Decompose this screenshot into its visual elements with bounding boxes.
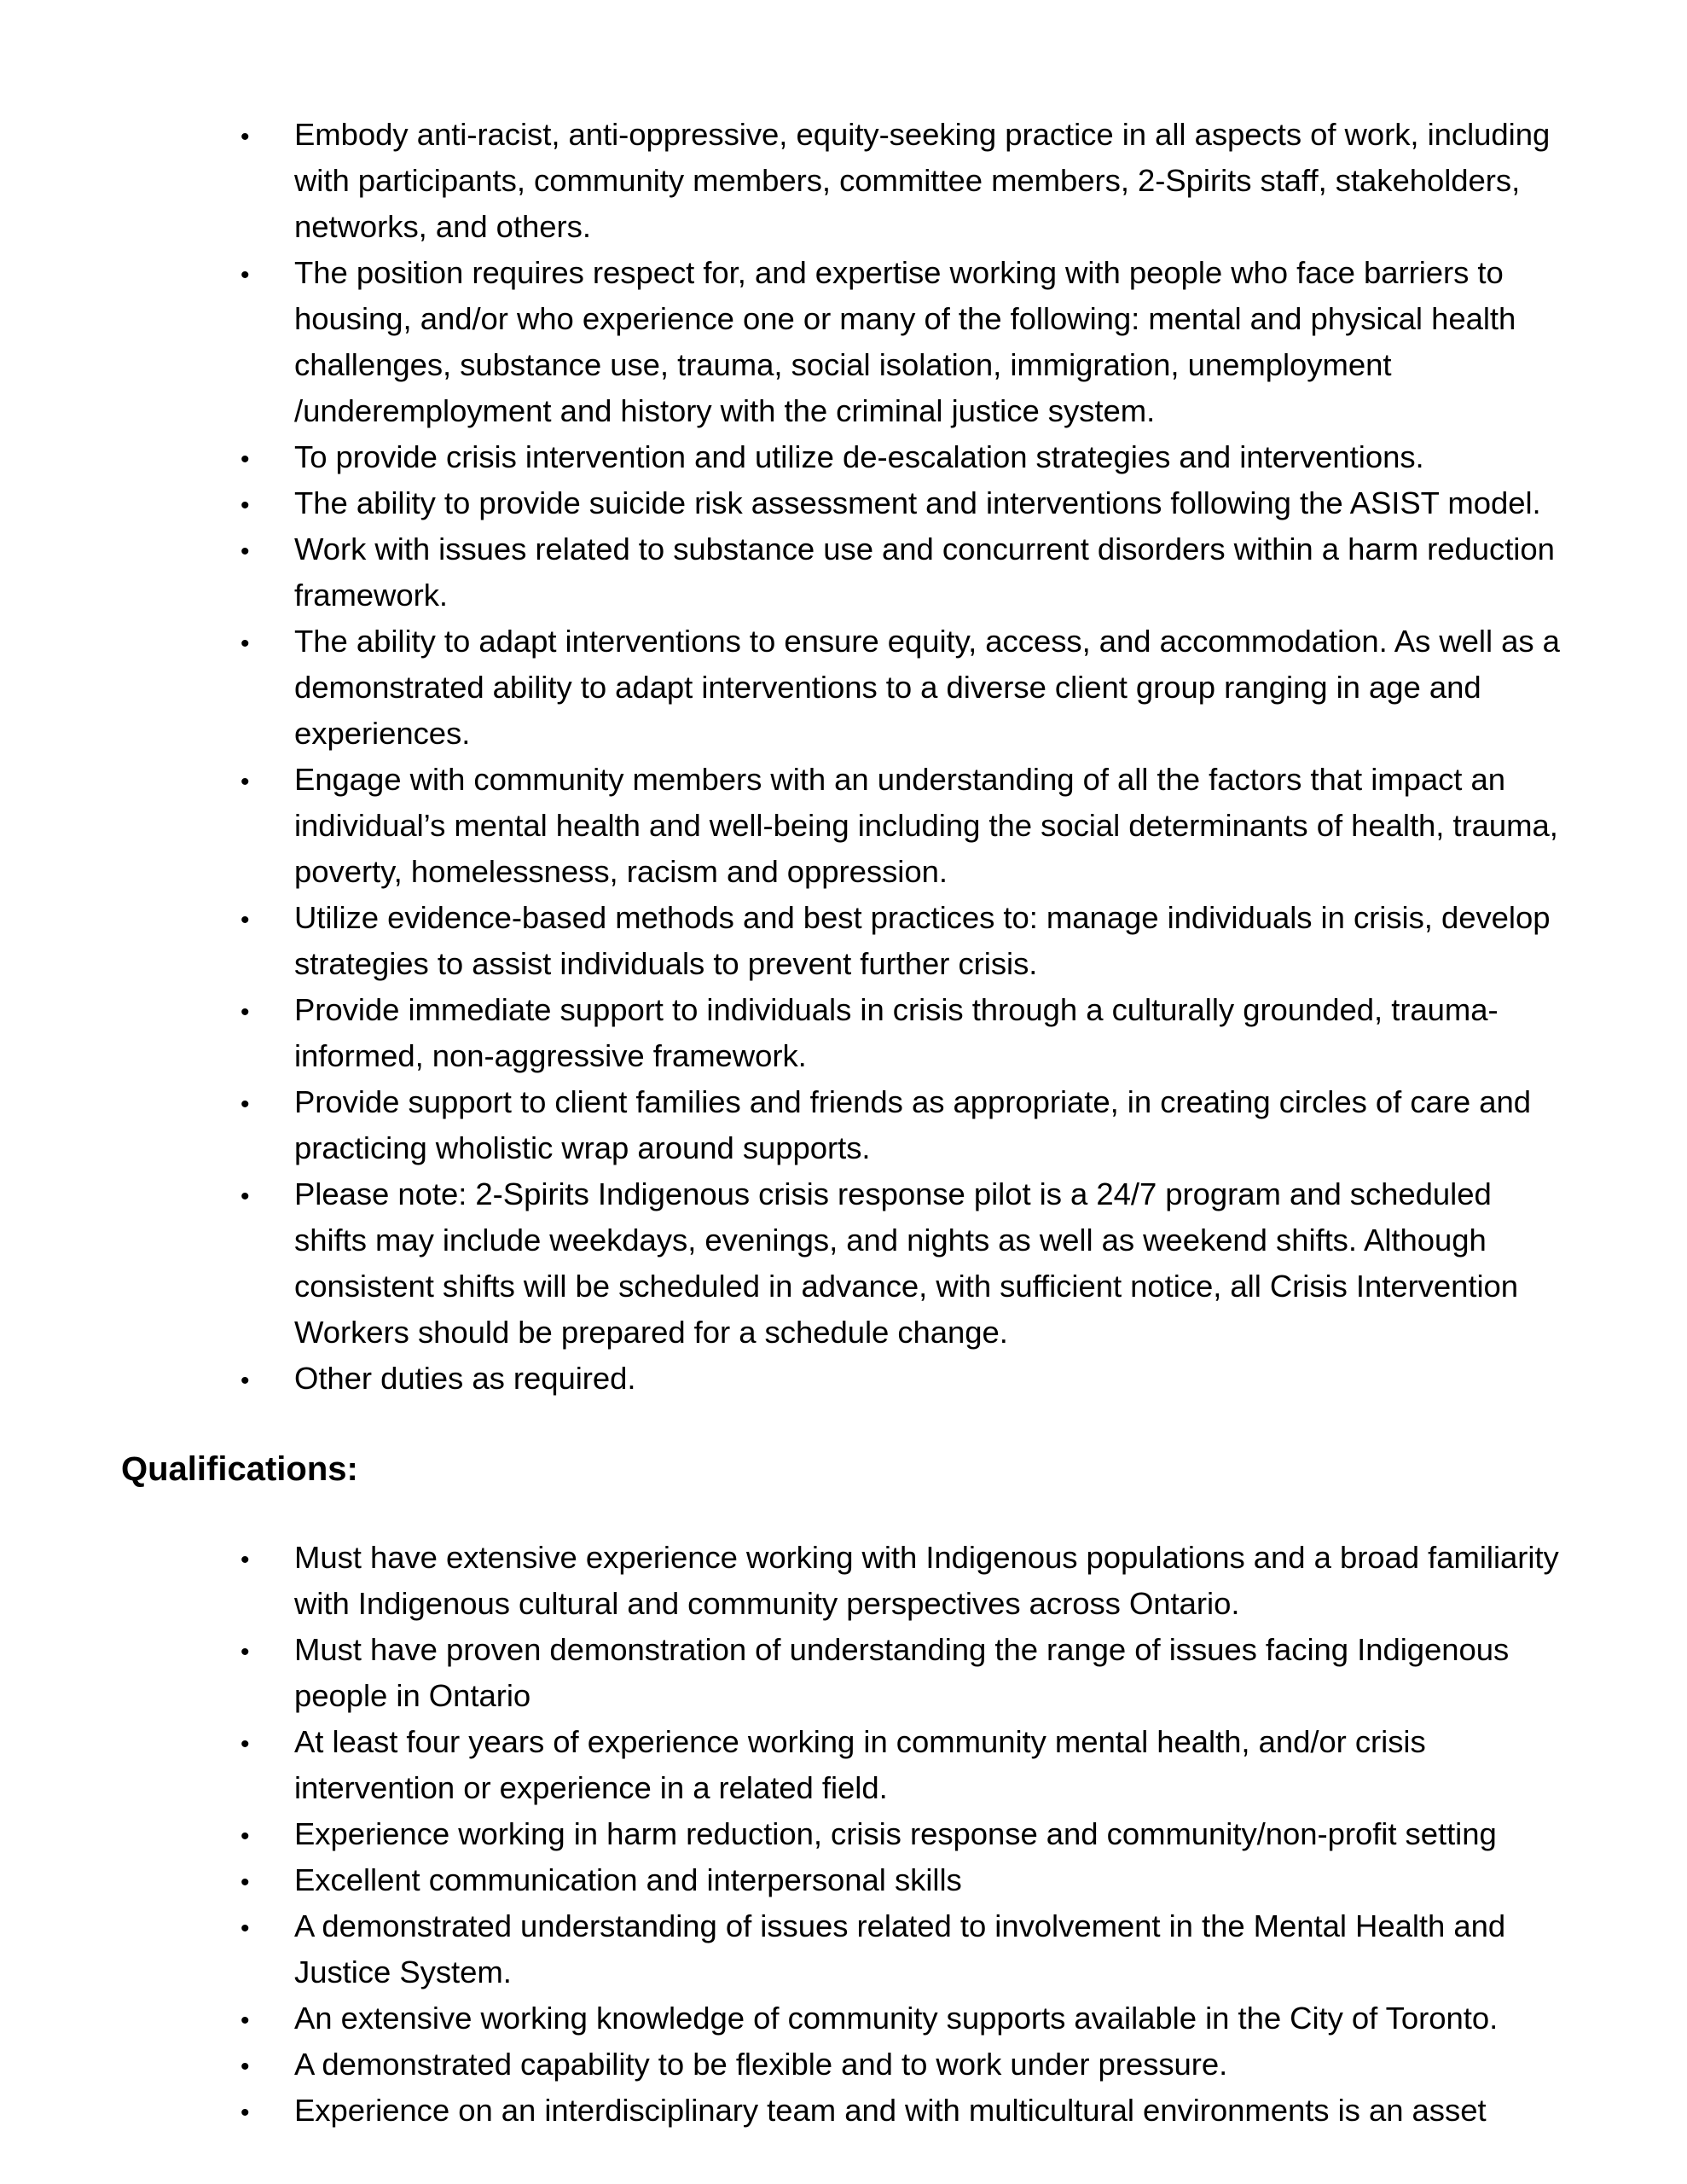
- bullet-point-icon: [241, 1171, 261, 1220]
- responsibility-text: Provide support to client families and friends as appropriate, in creating circles of care and practicing wholistic wrap around supports.: [294, 1084, 1531, 1165]
- bullet-point-icon: [241, 526, 261, 575]
- top-margin-spacer: [0, 0, 1687, 112]
- heading-spacer-below: [0, 1492, 1687, 1535]
- bullet-point-icon: [241, 1811, 261, 1860]
- bullet-point-icon: [241, 895, 261, 944]
- bullet-point-icon: [241, 757, 261, 805]
- responsibility-text: Utilize evidence-based methods and best practices to: manage individuals in crisis, develop strategies to assist individuals to prevent further crisis.: [294, 900, 1551, 981]
- bullet-point-icon: [241, 2088, 261, 2136]
- bullet-point-icon: [241, 987, 261, 1036]
- responsibility-item: [136, 1171, 1569, 1356]
- responsibility-text: The ability to provide suicide risk assessment and interventions following the ASIST model.: [294, 485, 1541, 520]
- responsibility-item: [136, 1356, 1569, 1402]
- bullet-point-icon: [241, 112, 261, 160]
- bullet-point-icon: [241, 434, 261, 483]
- heading-spacer-above: [0, 1402, 1687, 1446]
- qualification-text: An extensive working knowledge of community supports available in the City of Toronto.: [294, 2001, 1499, 2036]
- responsibility-text: Engage with community members with an understanding of all the factors that impact an individual’s mental health and well-being including the social determinants of health, trauma, poverty, homelessness, racism and oppression.: [294, 762, 1558, 889]
- qualification-item: [136, 1811, 1569, 1857]
- qualifications-heading: Qualifications:: [121, 1450, 358, 1488]
- responsibility-text: The ability to adapt interventions to ensure equity, access, and accommodation. As well as a demonstrated ability to adapt interventions to a diverse client group ranging in age and experiences.: [294, 624, 1560, 751]
- bullet-point-icon: [241, 1995, 261, 2044]
- bullet-point-icon: [241, 1719, 261, 1768]
- qualification-item: [136, 1535, 1569, 1627]
- qualification-item: [136, 2088, 1569, 2134]
- bullet-point-icon: [241, 1535, 261, 1583]
- responsibility-text: Other duties as required.: [294, 1361, 636, 1396]
- responsibility-text: Provide immediate support to individuals in crisis through a culturally grounded, trauma-informed, non-aggressive framework.: [294, 992, 1499, 1073]
- bullet-point-icon: [241, 2042, 261, 2090]
- responsibility-item: [136, 480, 1569, 526]
- bullet-point-icon: [241, 619, 261, 667]
- responsibility-item: [136, 526, 1569, 619]
- responsibility-text: To provide crisis intervention and utilize de-escalation strategies and interventions.: [294, 439, 1424, 474]
- responsibility-item: [136, 619, 1569, 757]
- bullet-point-icon: [241, 250, 261, 299]
- responsibility-item: [136, 987, 1569, 1079]
- responsibility-text: The position requires respect for, and expertise working with people who face barriers to housing, and/or who experience one or many of the following: mental and physical health challenges, substance use, trauma, social isolation, immigration, unemployment /underemployment and history with the criminal justice system.: [294, 255, 1516, 428]
- bullet-point-icon: [241, 1627, 261, 1676]
- responsibility-text: Work with issues related to substance use and concurrent disorders within a harm reduction framework.: [294, 531, 1555, 613]
- qualifications-bullet-list: [0, 1535, 1687, 2134]
- bullet-point-icon: [241, 1356, 261, 1404]
- qualification-text: Excellent communication and interpersonal skills: [294, 1862, 962, 1897]
- responsibility-item: [136, 434, 1569, 480]
- responsibility-text: Please note: 2-Spirits Indigenous crisis response pilot is a 24/7 program and scheduled shifts may include weekdays, evenings, and nights as well as weekend shifts. Although consistent shifts will be scheduled in advance, with sufficient notice, all Crisis Intervention Workers should be prepared for a schedule change.: [294, 1176, 1519, 1350]
- responsibility-item: [136, 1079, 1569, 1171]
- qualification-text: Must have proven demonstration of understanding the range of issues facing Indigenous people in Ontario: [294, 1632, 1510, 1713]
- bullet-point-icon: [241, 480, 261, 529]
- qualification-text: At least four years of experience working in community mental health, and/or crisis intervention or experience in a related field.: [294, 1724, 1426, 1805]
- qualification-item: [136, 2042, 1569, 2088]
- responsibility-item: [136, 895, 1569, 987]
- qualification-item: [136, 1995, 1569, 2042]
- qualification-item: [136, 1857, 1569, 1903]
- bullet-point-icon: [241, 1903, 261, 1952]
- responsibility-item: [136, 250, 1569, 434]
- responsibilities-bullet-list: [0, 112, 1687, 1402]
- qualification-text: A demonstrated capability to be flexible and to work under pressure.: [294, 2047, 1228, 2082]
- bullet-point-icon: [241, 1079, 261, 1128]
- qualification-text: A demonstrated understanding of issues related to involvement in the Mental Health and Justice System.: [294, 1908, 1506, 1989]
- qualification-text: Must have extensive experience working with Indigenous populations and a broad familiarity with Indigenous cultural and community perspectives across Ontario.: [294, 1540, 1559, 1621]
- qualification-item: [136, 1719, 1569, 1811]
- bullet-point-icon: [241, 1857, 261, 1906]
- responsibility-item: [136, 757, 1569, 895]
- responsibility-item: [136, 112, 1569, 250]
- qualification-text: Experience working in harm reduction, crisis response and community/non-profit setting: [294, 1816, 1497, 1851]
- qualification-item: [136, 1627, 1569, 1719]
- qualification-text: Experience on an interdisciplinary team and with multicultural environments is an asset: [294, 2093, 1487, 2128]
- qualification-item: [136, 1903, 1569, 1995]
- responsibility-text: Embody anti-racist, anti-oppressive, equity-seeking practice in all aspects of work, including with participants, community members, committee members, 2-Spirits staff, stakeholders, networks, and others.: [294, 117, 1551, 244]
